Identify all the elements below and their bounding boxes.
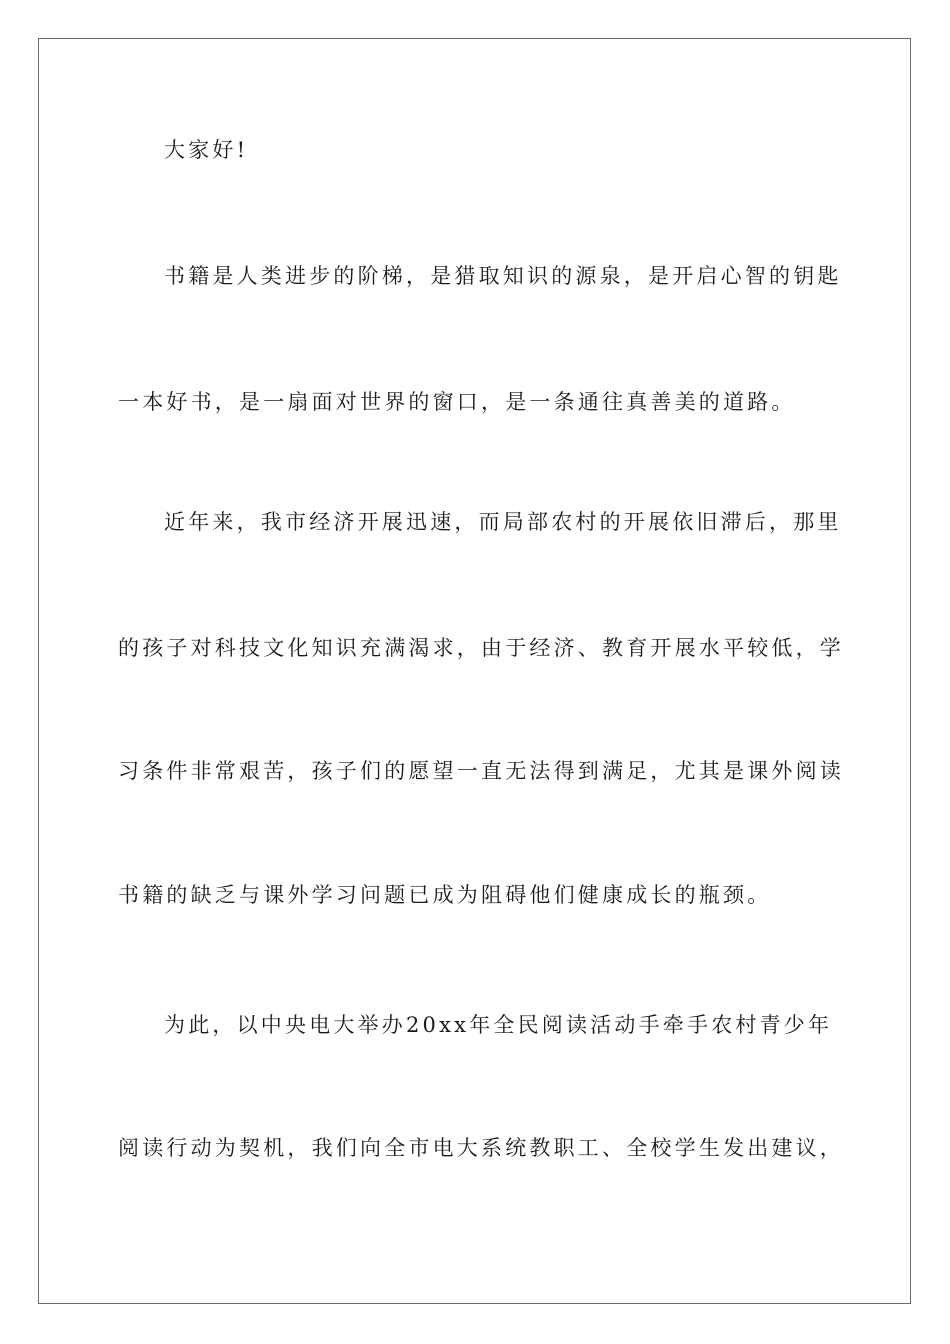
paragraph-3-line-2: 阅读行动为契机，我们向全市电大系统教职工、全校学生发出建议， <box>118 1136 844 1160</box>
paragraph-3-line-1: 为此，以中央电大举办20xx年全民阅读活动手牵手农村青少年 <box>164 1013 833 1037</box>
paragraph-2-line-4: 书籍的缺乏与课外学习问题已成为阻碍他们健康成长的瓶颈。 <box>118 883 772 907</box>
paragraph-2-line-1: 近年来，我市经济开展迅速，而局部农村的开展依旧滞后，那里 <box>164 510 842 534</box>
greeting-line: 大家好! <box>164 138 249 162</box>
paragraph-1-line-1: 书籍是人类进步的阶梯，是猎取知识的源泉，是开启心智的钥匙 <box>164 264 842 288</box>
paragraph-2-line-2: 的孩子对科技文化知识充满渴求，由于经济、教育开展水平较低，学 <box>118 636 844 660</box>
paragraph-1-line-2: 一本好书，是一扇面对世界的窗口，是一条通往真善美的道路。 <box>118 390 796 414</box>
page-border <box>38 38 911 1304</box>
paragraph-2-line-3: 习条件非常艰苦，孩子们的愿望一直无法得到满足，尤其是课外阅读 <box>118 759 844 783</box>
